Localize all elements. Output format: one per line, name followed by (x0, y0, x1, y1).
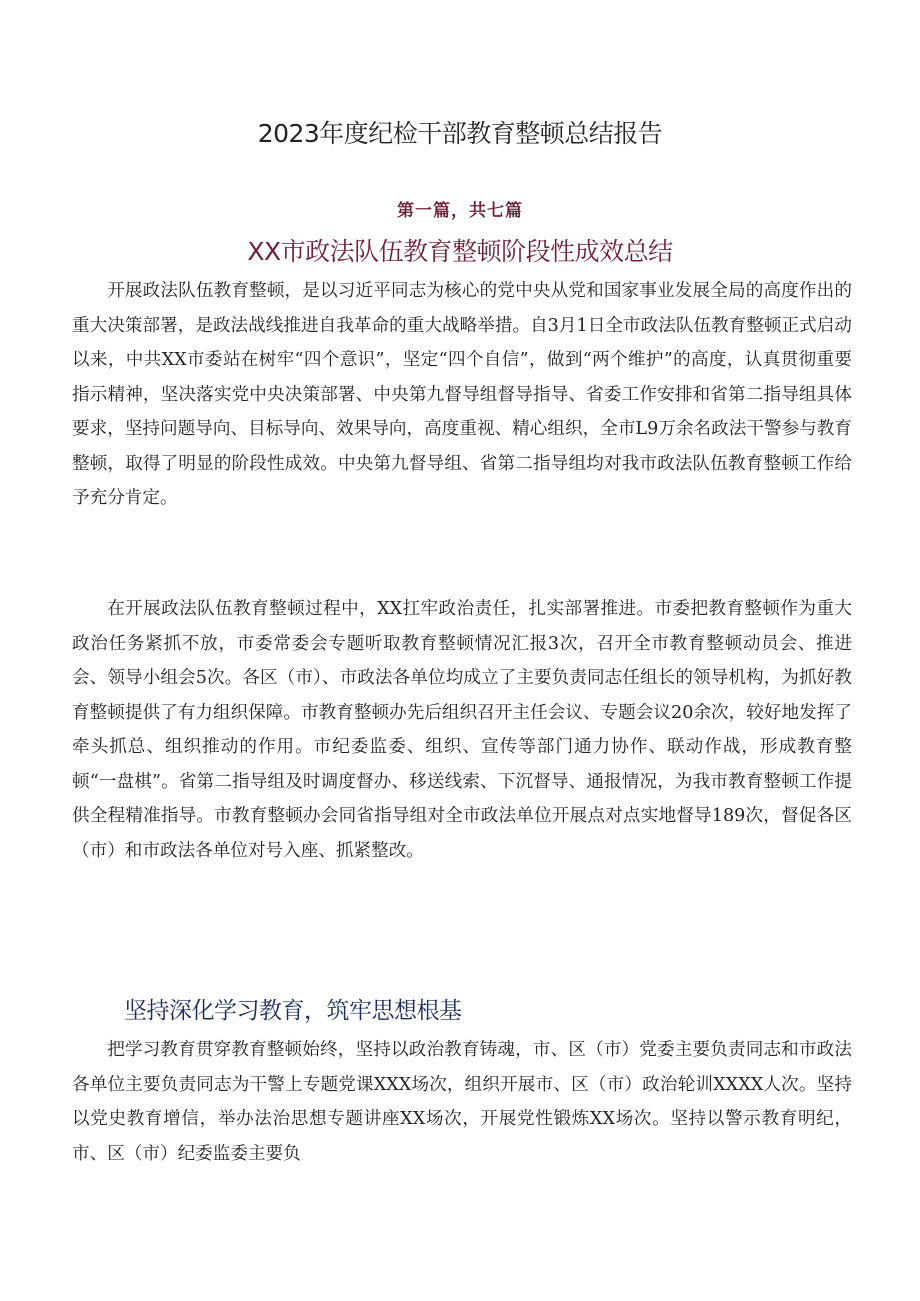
section-title: XX市政法队伍教育整顿阶段性成效总结 (247, 237, 673, 266)
part-label: 第一篇，共七篇 (397, 201, 523, 221)
body-paragraph: 把学习教育贯穿教育整顿始终，坚持以政治教育铸魂，市、区（市）党委主要负责同志和市政法各单位主要负责同志为干警上专题党课XXX场次，组织开展市、区（市）政治轮训XXXX人次。坚持以党史教育增信，举办法治思想专题讲座XX场次，开展党性锻炼XX场次。坚持以警示教育明纪，市、区（市）纪委监委主要负 (72, 1040, 852, 1164)
body-paragraph: 开展政法队伍教育整顿，是以习近平同志为核心的党中央从党和国家事业发展全局的高度作出的重大决策部署，是政法战线推进自我革命的重大战略举措。自3月1日全市政法队伍教育整顿正式启动以来，中共XX市委站在树牢“四个意识”，坚定“四个自信”，做到“两个维护”的高度，认真贯彻重要指示精神，坚决落实党中央决策部署、中央第九督导组督导指导、省委工作安排和省第二指导组具体要求，坚持问题导向、目标导向、效果导向，高度重视、精心组织，全市L9万余名政法干警参与教育整顿，取得了明显的阶段性成效。中央第九督导组、省第二指导组均对我市政法队伍教育整顿工作给予充分肯定。 (72, 281, 852, 508)
body-paragraph: 在开展政法队伍教育整顿过程中，XX扛牢政治责任，扎实部署推进。市委把教育整顿作为重大政治任务紧抓不放，市委常委会专题听取教育整顿情况汇报3次，召开全市教育整顿动员会、推进会、领导小组会5次。各区（市）、市政法各单位均成立了主要负责同志任组长的领导机构，为抓好教育整顿提供了有力组织保障。市教育整顿办先后组织召开主任会议、专题会议20余次，较好地发挥了牵头抓总、组织推动的作用。市纪委监委、组织、宣传等部门通力协作、联动作战，形成教育整顿“一盘棋”。省第二指导组及时调度督办、移送线索、下沉督导、通报情况，为我市教育整顿工作提供全程精准指导。市教育整顿办会同省指导组对全市政法单位开展点对点实地督导189次，督促各区（市）和市政法各单位对号入座、抓紧整改。 (72, 599, 852, 861)
subheading: 坚持深化学习教育，筑牢思想根基 (124, 998, 462, 1024)
document-title: 2023年度纪检干部教育整顿总结报告 (257, 119, 663, 148)
